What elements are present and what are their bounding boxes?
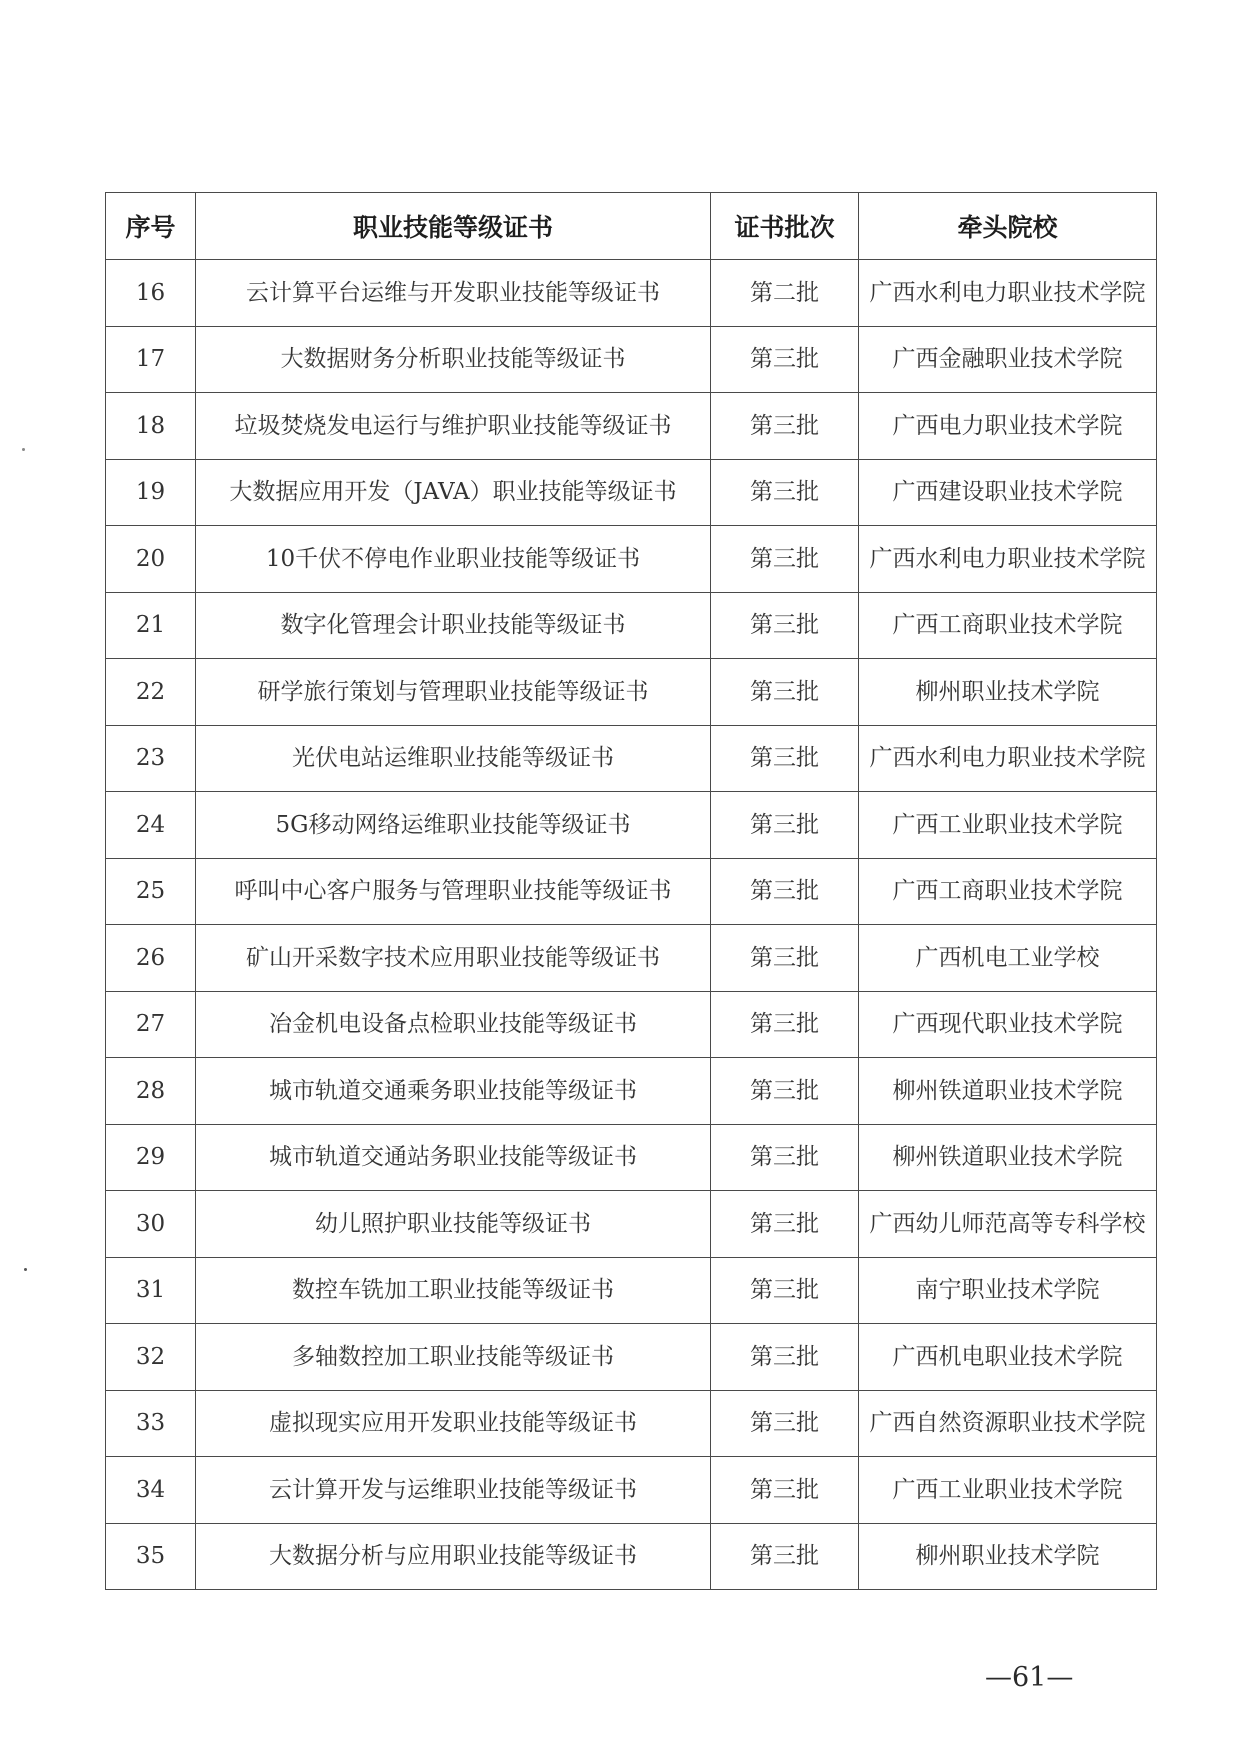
page-number: —61— bbox=[985, 1662, 1074, 1693]
cell-certificate: 大数据财务分析职业技能等级证书 bbox=[196, 326, 711, 393]
cell-certificate: 云计算平台运维与开发职业技能等级证书 bbox=[196, 260, 711, 327]
header-certificate: 职业技能等级证书 bbox=[196, 193, 711, 260]
cell-seq: 32 bbox=[106, 1324, 196, 1391]
cell-lead-school: 广西工商职业技术学院 bbox=[859, 858, 1157, 925]
cell-batch: 第三批 bbox=[711, 1257, 859, 1324]
cell-batch: 第三批 bbox=[711, 1390, 859, 1457]
cell-seq: 28 bbox=[106, 1058, 196, 1125]
cell-certificate: 云计算开发与运维职业技能等级证书 bbox=[196, 1457, 711, 1524]
cell-seq: 19 bbox=[106, 459, 196, 526]
header-lead-school: 牵头院校 bbox=[859, 193, 1157, 260]
cell-certificate: 数控车铣加工职业技能等级证书 bbox=[196, 1257, 711, 1324]
cell-certificate: 虚拟现实应用开发职业技能等级证书 bbox=[196, 1390, 711, 1457]
cell-lead-school: 广西水利电力职业技术学院 bbox=[859, 725, 1157, 792]
cell-seq: 25 bbox=[106, 858, 196, 925]
cell-batch: 第三批 bbox=[711, 1191, 859, 1258]
table-row bbox=[106, 326, 1157, 393]
cell-seq: 17 bbox=[106, 326, 196, 393]
cell-seq: 30 bbox=[106, 1191, 196, 1258]
cell-seq: 31 bbox=[106, 1257, 196, 1324]
cell-batch: 第二批 bbox=[711, 260, 859, 327]
cell-lead-school: 柳州职业技术学院 bbox=[859, 1523, 1157, 1590]
cell-lead-school: 广西机电职业技术学院 bbox=[859, 1324, 1157, 1391]
table-row bbox=[106, 592, 1157, 659]
cell-batch: 第三批 bbox=[711, 1124, 859, 1191]
cell-batch: 第三批 bbox=[711, 592, 859, 659]
cell-lead-school: 广西工业职业技术学院 bbox=[859, 792, 1157, 859]
header-batch: 证书批次 bbox=[711, 193, 859, 260]
header-seq: 序号 bbox=[106, 193, 196, 260]
cell-certificate: 垃圾焚烧发电运行与维护职业技能等级证书 bbox=[196, 393, 711, 460]
table-row bbox=[106, 1457, 1157, 1524]
cell-batch: 第三批 bbox=[711, 858, 859, 925]
cell-seq: 16 bbox=[106, 260, 196, 327]
cell-lead-school: 广西金融职业技术学院 bbox=[859, 326, 1157, 393]
cell-batch: 第三批 bbox=[711, 393, 859, 460]
cell-batch: 第三批 bbox=[711, 659, 859, 726]
cell-seq: 21 bbox=[106, 592, 196, 659]
table-row bbox=[106, 1124, 1157, 1191]
cell-batch: 第三批 bbox=[711, 326, 859, 393]
table-row bbox=[106, 526, 1157, 593]
cell-certificate: 呼叫中心客户服务与管理职业技能等级证书 bbox=[196, 858, 711, 925]
cell-lead-school: 柳州职业技术学院 bbox=[859, 659, 1157, 726]
table-row bbox=[106, 792, 1157, 859]
cell-lead-school: 柳州铁道职业技术学院 bbox=[859, 1124, 1157, 1191]
cell-certificate: 幼儿照护职业技能等级证书 bbox=[196, 1191, 711, 1258]
cell-lead-school: 广西工业职业技术学院 bbox=[859, 1457, 1157, 1524]
cell-certificate: 大数据应用开发（JAVA）职业技能等级证书 bbox=[196, 459, 711, 526]
cell-seq: 20 bbox=[106, 526, 196, 593]
cell-lead-school: 广西水利电力职业技术学院 bbox=[859, 260, 1157, 327]
table-row bbox=[106, 858, 1157, 925]
table-row bbox=[106, 393, 1157, 460]
cell-batch: 第三批 bbox=[711, 526, 859, 593]
cell-certificate: 城市轨道交通站务职业技能等级证书 bbox=[196, 1124, 711, 1191]
cell-lead-school: 广西现代职业技术学院 bbox=[859, 991, 1157, 1058]
table-row bbox=[106, 991, 1157, 1058]
cell-seq: 22 bbox=[106, 659, 196, 726]
cell-lead-school: 广西水利电力职业技术学院 bbox=[859, 526, 1157, 593]
scan-speck bbox=[24, 1268, 27, 1271]
table-row bbox=[106, 659, 1157, 726]
table-header-row bbox=[106, 193, 1157, 260]
table-row bbox=[106, 925, 1157, 992]
table-row bbox=[106, 1191, 1157, 1258]
scan-speck bbox=[22, 448, 25, 451]
cell-certificate: 大数据分析与应用职业技能等级证书 bbox=[196, 1523, 711, 1590]
cell-batch: 第三批 bbox=[711, 925, 859, 992]
cell-seq: 33 bbox=[106, 1390, 196, 1457]
cell-seq: 34 bbox=[106, 1457, 196, 1524]
cell-lead-school: 柳州铁道职业技术学院 bbox=[859, 1058, 1157, 1125]
cell-certificate: 5G移动网络运维职业技能等级证书 bbox=[196, 792, 711, 859]
cell-certificate: 数字化管理会计职业技能等级证书 bbox=[196, 592, 711, 659]
cell-batch: 第三批 bbox=[711, 1457, 859, 1524]
cell-lead-school: 广西工商职业技术学院 bbox=[859, 592, 1157, 659]
cell-certificate: 多轴数控加工职业技能等级证书 bbox=[196, 1324, 711, 1391]
cell-certificate: 光伏电站运维职业技能等级证书 bbox=[196, 725, 711, 792]
cell-batch: 第三批 bbox=[711, 1324, 859, 1391]
cell-seq: 26 bbox=[106, 925, 196, 992]
cell-seq: 35 bbox=[106, 1523, 196, 1590]
table-row bbox=[106, 725, 1157, 792]
cell-seq: 24 bbox=[106, 792, 196, 859]
cell-certificate: 城市轨道交通乘务职业技能等级证书 bbox=[196, 1058, 711, 1125]
cell-certificate: 研学旅行策划与管理职业技能等级证书 bbox=[196, 659, 711, 726]
cell-batch: 第三批 bbox=[711, 725, 859, 792]
cell-batch: 第三批 bbox=[711, 792, 859, 859]
table-row bbox=[106, 260, 1157, 327]
cell-batch: 第三批 bbox=[711, 1058, 859, 1125]
cell-batch: 第三批 bbox=[711, 991, 859, 1058]
cell-batch: 第三批 bbox=[711, 1523, 859, 1590]
cell-lead-school: 广西建设职业技术学院 bbox=[859, 459, 1157, 526]
table-row bbox=[106, 1324, 1157, 1391]
cell-lead-school: 南宁职业技术学院 bbox=[859, 1257, 1157, 1324]
cell-lead-school: 广西自然资源职业技术学院 bbox=[859, 1390, 1157, 1457]
cell-certificate: 冶金机电设备点检职业技能等级证书 bbox=[196, 991, 711, 1058]
table-row bbox=[106, 459, 1157, 526]
table-row bbox=[106, 1257, 1157, 1324]
cell-seq: 29 bbox=[106, 1124, 196, 1191]
table-row bbox=[106, 1523, 1157, 1590]
cell-certificate: 矿山开采数字技术应用职业技能等级证书 bbox=[196, 925, 711, 992]
cell-seq: 23 bbox=[106, 725, 196, 792]
table-row bbox=[106, 1390, 1157, 1457]
cell-certificate: 10千伏不停电作业职业技能等级证书 bbox=[196, 526, 711, 593]
cell-lead-school: 广西幼儿师范高等专科学校 bbox=[859, 1191, 1157, 1258]
certificate-table bbox=[105, 192, 1157, 1590]
cell-lead-school: 广西机电工业学校 bbox=[859, 925, 1157, 992]
cell-seq: 27 bbox=[106, 991, 196, 1058]
cell-batch: 第三批 bbox=[711, 459, 859, 526]
cell-seq: 18 bbox=[106, 393, 196, 460]
table-row bbox=[106, 1058, 1157, 1125]
cell-lead-school: 广西电力职业技术学院 bbox=[859, 393, 1157, 460]
